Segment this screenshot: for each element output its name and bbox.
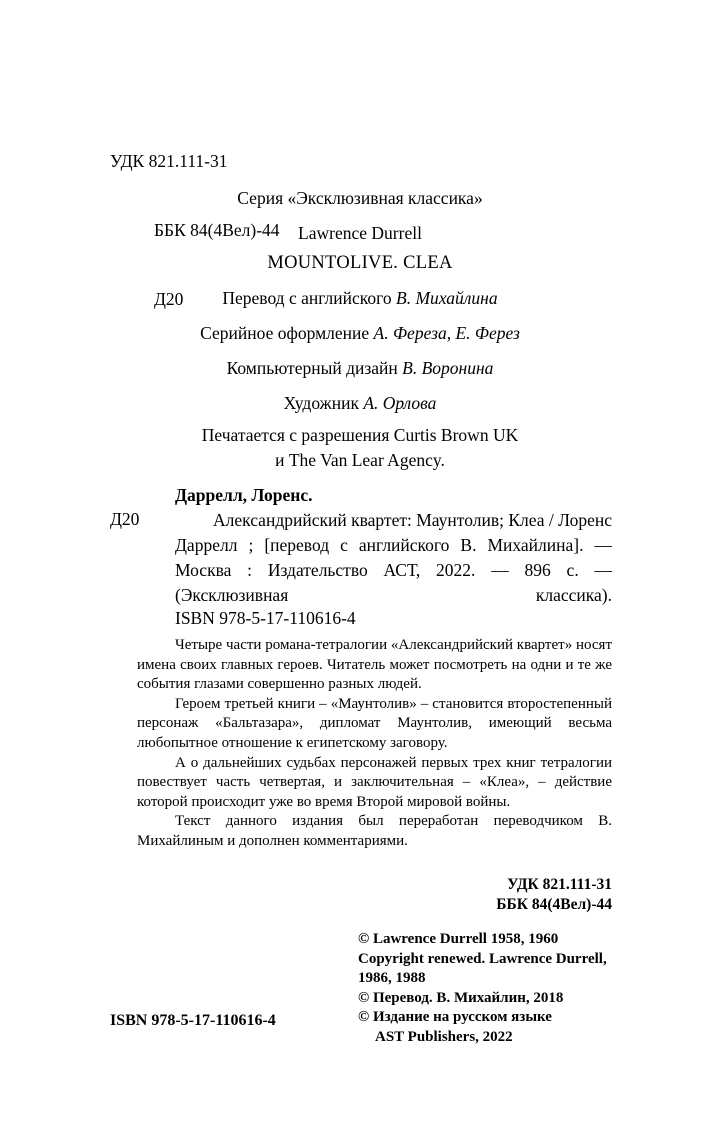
series-designer-names: А. Фереза, Е. Ферез: [373, 323, 520, 343]
record-author-heading: Даррелл, Лоренс.: [175, 485, 313, 505]
udk-code: УДК 821.111-31: [110, 151, 228, 171]
artist-label: Художник: [283, 393, 364, 413]
author-code: Д20: [154, 289, 184, 309]
author-name-en: Lawrence Durrell: [298, 223, 422, 243]
credits-block: [110, 183, 610, 473]
copyright-line-translation: © Перевод. В. Михайлин, 2018: [358, 989, 564, 1006]
copyright-line-publisher: AST Publishers, 2022: [375, 1028, 513, 1045]
series-design-label: Серийное оформление: [200, 323, 374, 343]
book-title-en: MOUNTOLIVE. CLEA: [267, 253, 453, 273]
series-design-credit: [110, 318, 610, 348]
annotation-paragraph: Героем третьей книги – «Маунтолив» – становится второстепенный персонаж «Бальтазара», дипломат Маунтолив, имеющий весьма любопытное отношение к египетскому заговору.: [137, 695, 612, 751]
record-description: Александрийский квартет: Маунтолив; Клеа / Лоренс Даррелл ; [перевод с английского В. Михайлина]. — Москва : Издательство АСТ, 2022. — 896 с. — (Эксклюзивная классика).: [175, 510, 612, 605]
series-name: Серия «Эксклюзивная классика»: [237, 188, 483, 208]
classification-codes-repeat: [312, 875, 612, 915]
copyright-line-russian-edition: © Издание на русском языке: [358, 1009, 552, 1025]
annotation-paragraph: А о дальнейших судьбах персонажей первых трех книг тетралогии повествует часть четвертая, и заключительная – «Клеа», – действие которой происходит уже во время Второй мировой войны.: [137, 754, 612, 810]
permission-line-2: и The Van Lear Agency.: [275, 450, 445, 470]
copyright-line-renewed: Copyright renewed. Lawrence Durrell,: [358, 950, 607, 967]
computer-design-credit: [110, 353, 610, 383]
computer-designer-name: В. Воронина: [402, 358, 494, 378]
copyright-block: [358, 930, 612, 1047]
bottom-isbn: ISBN 978-5-17-110616-4: [110, 1012, 276, 1029]
bbk-code: ББК 84(4Вел)-44: [154, 220, 280, 240]
annotation-block: [137, 636, 612, 852]
artist-name: А. Орлова: [363, 393, 437, 413]
annotation-paragraph: Четыре части романа-тетралогии «Александрийский квартет» носят имена своих главных героев. Читатель может посмотреть на одни и те же события глазами совершенно разных людей.: [137, 637, 612, 693]
translation-label: Перевод с английского: [222, 288, 396, 308]
translator-name: В. Михайлина: [396, 288, 498, 308]
udk-code-repeat: УДК 821.111-31: [507, 876, 612, 893]
artist-credit: [110, 388, 610, 418]
bbk-code-repeat: ББК 84(4Вел)-44: [496, 896, 612, 913]
copyright-line-original: © Lawrence Durrell 1958, 1960: [358, 931, 559, 947]
permission-line-1: Печатается с разрешения Curtis Brown UK: [201, 425, 519, 445]
record-isbn: ISBN 978-5-17-110616-4: [175, 608, 356, 628]
translation-credit: [110, 283, 610, 313]
copyright-line-renewed-years: 1986, 1988: [358, 970, 426, 986]
annotation-paragraph: Текст данного издания был переработан переводчиком В. Михайлиным и дополнен комментариями.: [137, 813, 612, 849]
computer-design-label: Компьютерный дизайн: [226, 358, 403, 378]
record-marginal-code: Д20: [110, 509, 140, 529]
